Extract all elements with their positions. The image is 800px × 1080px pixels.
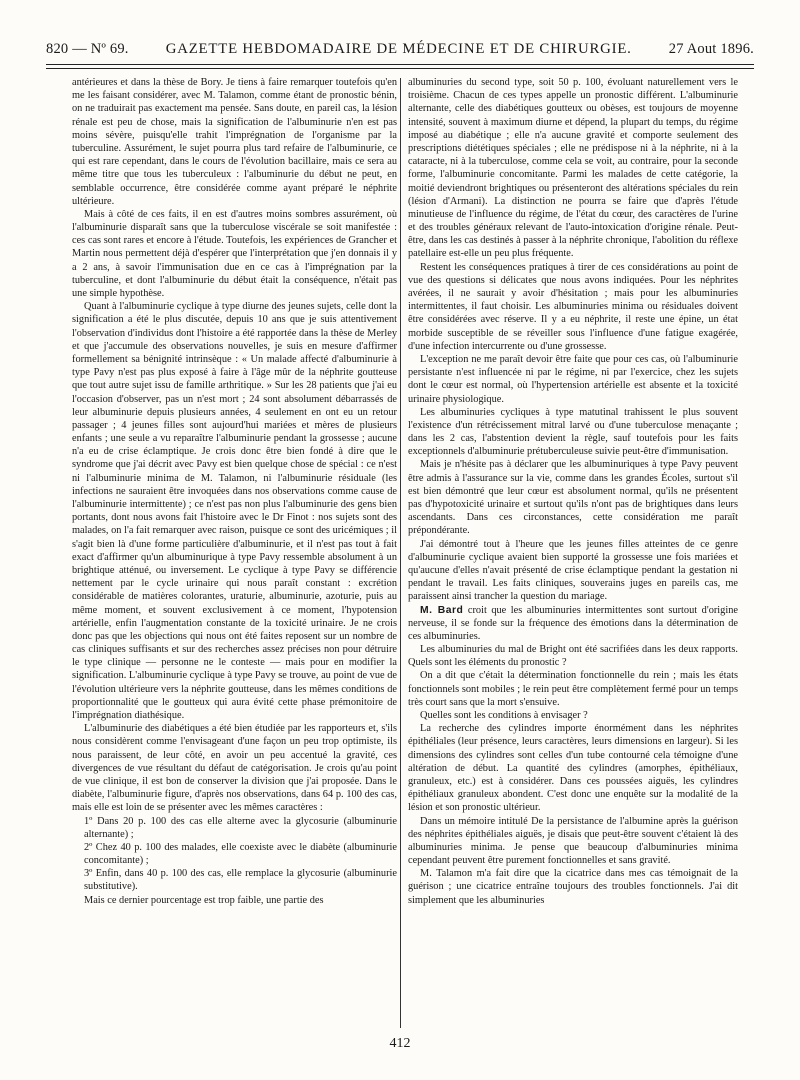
page-number: 820 — Nº 69. <box>46 41 129 57</box>
header-rule-bottom <box>46 68 754 69</box>
paragraph: Les albuminuries cycliques à type matutinal trahissent le plus souvent l'existence d'un rétrécissement mitral larvé ou d'une tuberculose menaçante ; dans les 2 cas, l'abstention devient la règle, sauf toutefois pour les faits exceptionnels d'albuminurie prétuberculeuse suivie peut-être d'immunisation. <box>408 406 738 458</box>
paragraph: Mais à côté de ces faits, il en est d'autres moins sombres assurément, où l'albuminurie disparaît sans que la tuberculose viscérale se soit manifestée : ces cas sont rares et encore à l'étude. Toutefois, les expériences de Grancher et Martin nous permettent déjà d'espérer que l'interprétation que j'en donnais il y a 2 ans, à savoir l'immunisation due en ce cas à l'imprégnation par la tuberculine, et dont l'albuminurie du début était la conséquence, n'était pas une simple hypothèse. <box>72 208 397 299</box>
paragraph: Quelles sont les conditions à envisager ? <box>420 710 588 721</box>
paragraph: albuminuries du second type, soit 50 p. 100, évoluant naturellement vers le troisième. Chacun de ces types appelle un pronostic différent. L'albuminurie alternante, celle des diabétiques goutteux ou obèses, est toujours de moyenne intensité, souvent à maximum diurne et dépend, la plupart du temps, du régime imposé au diabétique ; elle n'a aucune gravité et comporte seulement des prescriptions diététiques spéciales ; elle ne prédispose ni à la néphrite, ni à la cataracte, ni à la tuberculose, comme cela se voit, au contraire, pour la seconde forme, l'albuminurie concomitante. Parmi les malades de cette catégorie, la moitié deviendront brightiques ou présenteront des altérations spéciales du rein (lésion d'Armani). La distinction ne pourra se faire que d'après l'étude minutieuse de l'influence du régime, de l'état du cœur, des caractères de l'urine et des troubles généraux relevant de l'auto-intoxication d'origine rénale. Peut-être, dans les cas destinés à passer à la néphrite chronique, l'abolition du réflexe patellaire est-elle un peu plus fréquente. <box>408 77 738 260</box>
paragraph-text: croit que les albuminuries intermittentes sont surtout d'origine nerveuse, il se fonde sur la fréquence des émotions dans la détermination de ces albuminuries. <box>408 604 738 642</box>
paragraph: M. Talamon m'a fait dire que la cicatrice dans mes cas témoignait de la guérison ; une cicatrice entraîne toujours des troubles fonctionnels. J'ai dit simplement que les albuminuries <box>408 868 738 906</box>
paragraph: Restent les conséquences pratiques à tirer de ces considérations au point de vue des questions si délicates que nous avons indiquées. Pour les néphrites avérées, il ne saurait y avoir d'hésitation ; mais pour les albuminuries intermittentes, il faut choisir. Les albuminuries minima ou résiduales doivent être considérées avec réserve. Il y a eu néphrite, il reste une épine, un état morbide susceptible de se réveiller sous l'influence d'une fatigue exagérée, d'une infection intercurrente ou d'une grossesse. <box>408 261 738 352</box>
paragraph: Mais je n'hésite pas à déclarer que les albuminuriques à type Pavy peuvent être admis à l'assurance sur la vie, comme dans les grandes Écoles, surtout s'il est bien démontré que leur cœur est absolument normal, qu'ils ne présentent pas d'hypotoxicité urinaire et surtout qu'ils n'ont pas de brightiques dans leurs ascendants. Dans ces circonstances, cette considération me paraît prépondérante. <box>408 459 738 537</box>
right-column <box>408 76 738 1031</box>
column-divider <box>400 78 401 1028</box>
list-item: 3º Enfin, dans 40 p. 100 des cas, elle remplace la glycosurie (albuminurie substitutive). <box>84 868 397 893</box>
paragraph: La recherche des cylindres importe énormément dans les néphrites épithéliales (leur présence, leurs caractères, leurs dimensions en largeur). Si les dimensions des cylindres sont celles d'un tube contourné cela témoigne d'une altération de début. La quantité des cylindres (amorphes, épithéliaux, granuleux, etc.) est à considérer. Dans ces poussées aiguës, les cylindres épithéliaux granuleux abondent. C'est donc une enquête sur la modalité de la lésion et son pronostic ultérieur. <box>408 723 738 814</box>
journal-title: GAZETTE HEBDOMADAIRE DE MÉDECINE ET DE CHIRURGIE. <box>165 41 632 57</box>
paragraph: On a dit que c'était la détermination fonctionnelle du rein ; mais les états fonctionnels sont mobiles ; le rein peut être complètement fermé pour un temps très court sans que la mort s'ensuive. <box>408 670 738 708</box>
paragraph: Quant à l'albuminurie cyclique à type diurne des jeunes sujets, celle dont la signification a été le plus discutée, depuis 10 ans que je suis attentivement l'observation d'individus dont l'histoire a été rapportée dans la thèse de Merley et que j'accumule des observations nouvelles, je suis en mesure d'affirmer formellement sa bénignité intrinsèque : « Un malade affecté d'albuminurie à type Pavy n'est pas plus exposé à faire à l'âge mûr de la néphrite goutteuse que tout autre sujet issu de famille arthritique. » Sur les 28 patients que j'ai eu l'occasion d'observer, pas un n'est mort ; 24 sont absolument débarrassés de leur albuminurie depuis plusieurs années, 4 seulement en ont eu un retour passager ; 4 jeunes filles sont aujourd'hui mariées et mères de plusieurs enfants ; une seule a vu reparaître l'albuminurie pendant la grossesse ; aucune n'a eu de crise éclamptique. Je crois donc être bien fondé à dire que le syndrome que j'ai décrit avec Pavy est bien quelque chose de spécial : ce n'est ni l'albuminurie minima de M. Talamon, ni l'albuminurie résiduale (les infections ne sauraient être invoquées dans nos observations comme cause de l'albuminurie intermittente) ; ce n'est pas non plus l'albuminurie des gens bien portants, dont nous avons fait l'histoire avec le Dr Finot : nos sujets sont des malades, on l'a fait remarquer avec raison, puisque ce sont des uricémiques ; il s'agit bien là d'une forme particulière d'albuminurie, et il n'est pas tout à fait exact d'affirmer qu'un albuminurique à type Pavy ressemble absolument à un brightique atténué, ou inversement. Le cyclique à type Pavy se différencie nettement par le cycle urinaire qui nous paraît constant : excrétion considérable de matières colorantes, uraturie, albuminurie, azoturie, puis au même moment, et souvent exclusivement à ce moment, l'hypotension artérielle, enfin l'augmentation constante de la toxicité urinaire. Je ne crois donc pas que les objections qui nous ont été faites reposent sur un nombre de cas cliniques suffisants et sur des recherches assez précises non pour détruire le type clinique — personne ne le conteste — mais pour en modifier la signification. L'albuminurie cyclique à type Pavy se trouve, au point de vue de l'évolution ultérieure vers la néphrite goutteuse, dans les mêmes conditions de proportionnalité que le goutteux qui aura évité cette phase prémonitoire de l'imprégnation diathésique. <box>72 301 397 721</box>
left-column <box>72 76 397 1031</box>
paragraph: J'ai démontré tout à l'heure que les jeunes filles atteintes de ce genre d'albuminurie cyclique avaient bien supporté la grossesse une fois mariées et qu'aucune d'elles n'avait présenté de crise éclamptique pendant la gestation ni pendant le travail. Les faits cliniques, souverains juges en pareils cas, me paraissent ainsi trancher la question du mariage. <box>408 538 738 603</box>
list-item: 1º Dans 20 p. 100 des cas elle alterne avec la glycosurie (albuminurie alternante) ; <box>84 815 397 840</box>
issue-date: 27 Aout 1896. <box>668 41 754 57</box>
header-rule-top <box>46 64 754 65</box>
paragraph <box>408 604 738 644</box>
running-header <box>46 28 754 58</box>
paragraph: L'exception ne me paraît devoir être faite que pour ces cas, où l'albuminurie persistante n'est influencée ni par le régime, ni par l'exercice, chez les sujets dont le cœur est normal, où l'hypertension artérielle est absente et la toxicité urinaire physiologique. <box>408 353 738 405</box>
speaker-name: M. Bard <box>420 604 464 616</box>
paragraph: antérieures et dans la thèse de Bory. Je tiens à faire remarquer toutefois qu'en me les faisant considérer, avec M. Talamon, comme étant de pronostic bénin, on ne traduirait pas exactement ma pensée. Sans doute, en pareil cas, la lésion rénale est peu de chose, mais la signification de l'albuminurie n'en est pas moins sévère, puisqu'elle trahit l'imprégnation de l'organisme par la tuberculine. Assurément, le sujet pourra plus tard refaire de l'albuminurie, ce qui est rare cependant, dans le cours de l'évolution bacillaire, mais ce sera au même titre que tous les tuberculeux : l'albuminurie du début ne peut, en semblable occurrence, être considérée comme ayant préparé le néphrite ultérieure. <box>72 77 397 207</box>
paragraph: Dans un mémoire intitulé De la persistance de l'albumine après la guérison des néphrites épithéliales aiguës, je disais que peut-être souvent c'étaient là des albuminuries minima. Je pense que beaucoup d'albuminuries minima cependant peuvent être purement fonctionnelles et sans gravité. <box>408 815 738 867</box>
list-item: 2º Chez 40 p. 100 des malades, elle coexiste avec le diabète (albuminurie concomitante) ; <box>84 841 397 867</box>
paragraph: Mais ce dernier pourcentage est trop faible, une partie des <box>84 894 324 906</box>
paragraph: L'albuminurie des diabétiques a été bien étudiée par les rapporteurs et, s'ils nous considèrent comme l'envisageant d'une façon un peu trop optimiste, ils nous paraissent, de leur côté, en avoir un peu accentué la gravité, ces divergences de vue résultant du défaut de catégorisation. Je crois qu'au point de vue clinique, il est bon de conserver la division que j'ai proposée. Dans le diabète, l'albuminurie figure, d'après nos observations, dans 64 p. 100 des cas, mais elle est loin de se présenter avec les mêmes caractères : <box>72 723 397 814</box>
paragraph: Les albuminuries du mal de Bright ont été sacrifiées dans les deux rapports. Quels sont les éléments du pronostic ? <box>408 644 738 669</box>
folio-number: 412 <box>389 1036 411 1051</box>
